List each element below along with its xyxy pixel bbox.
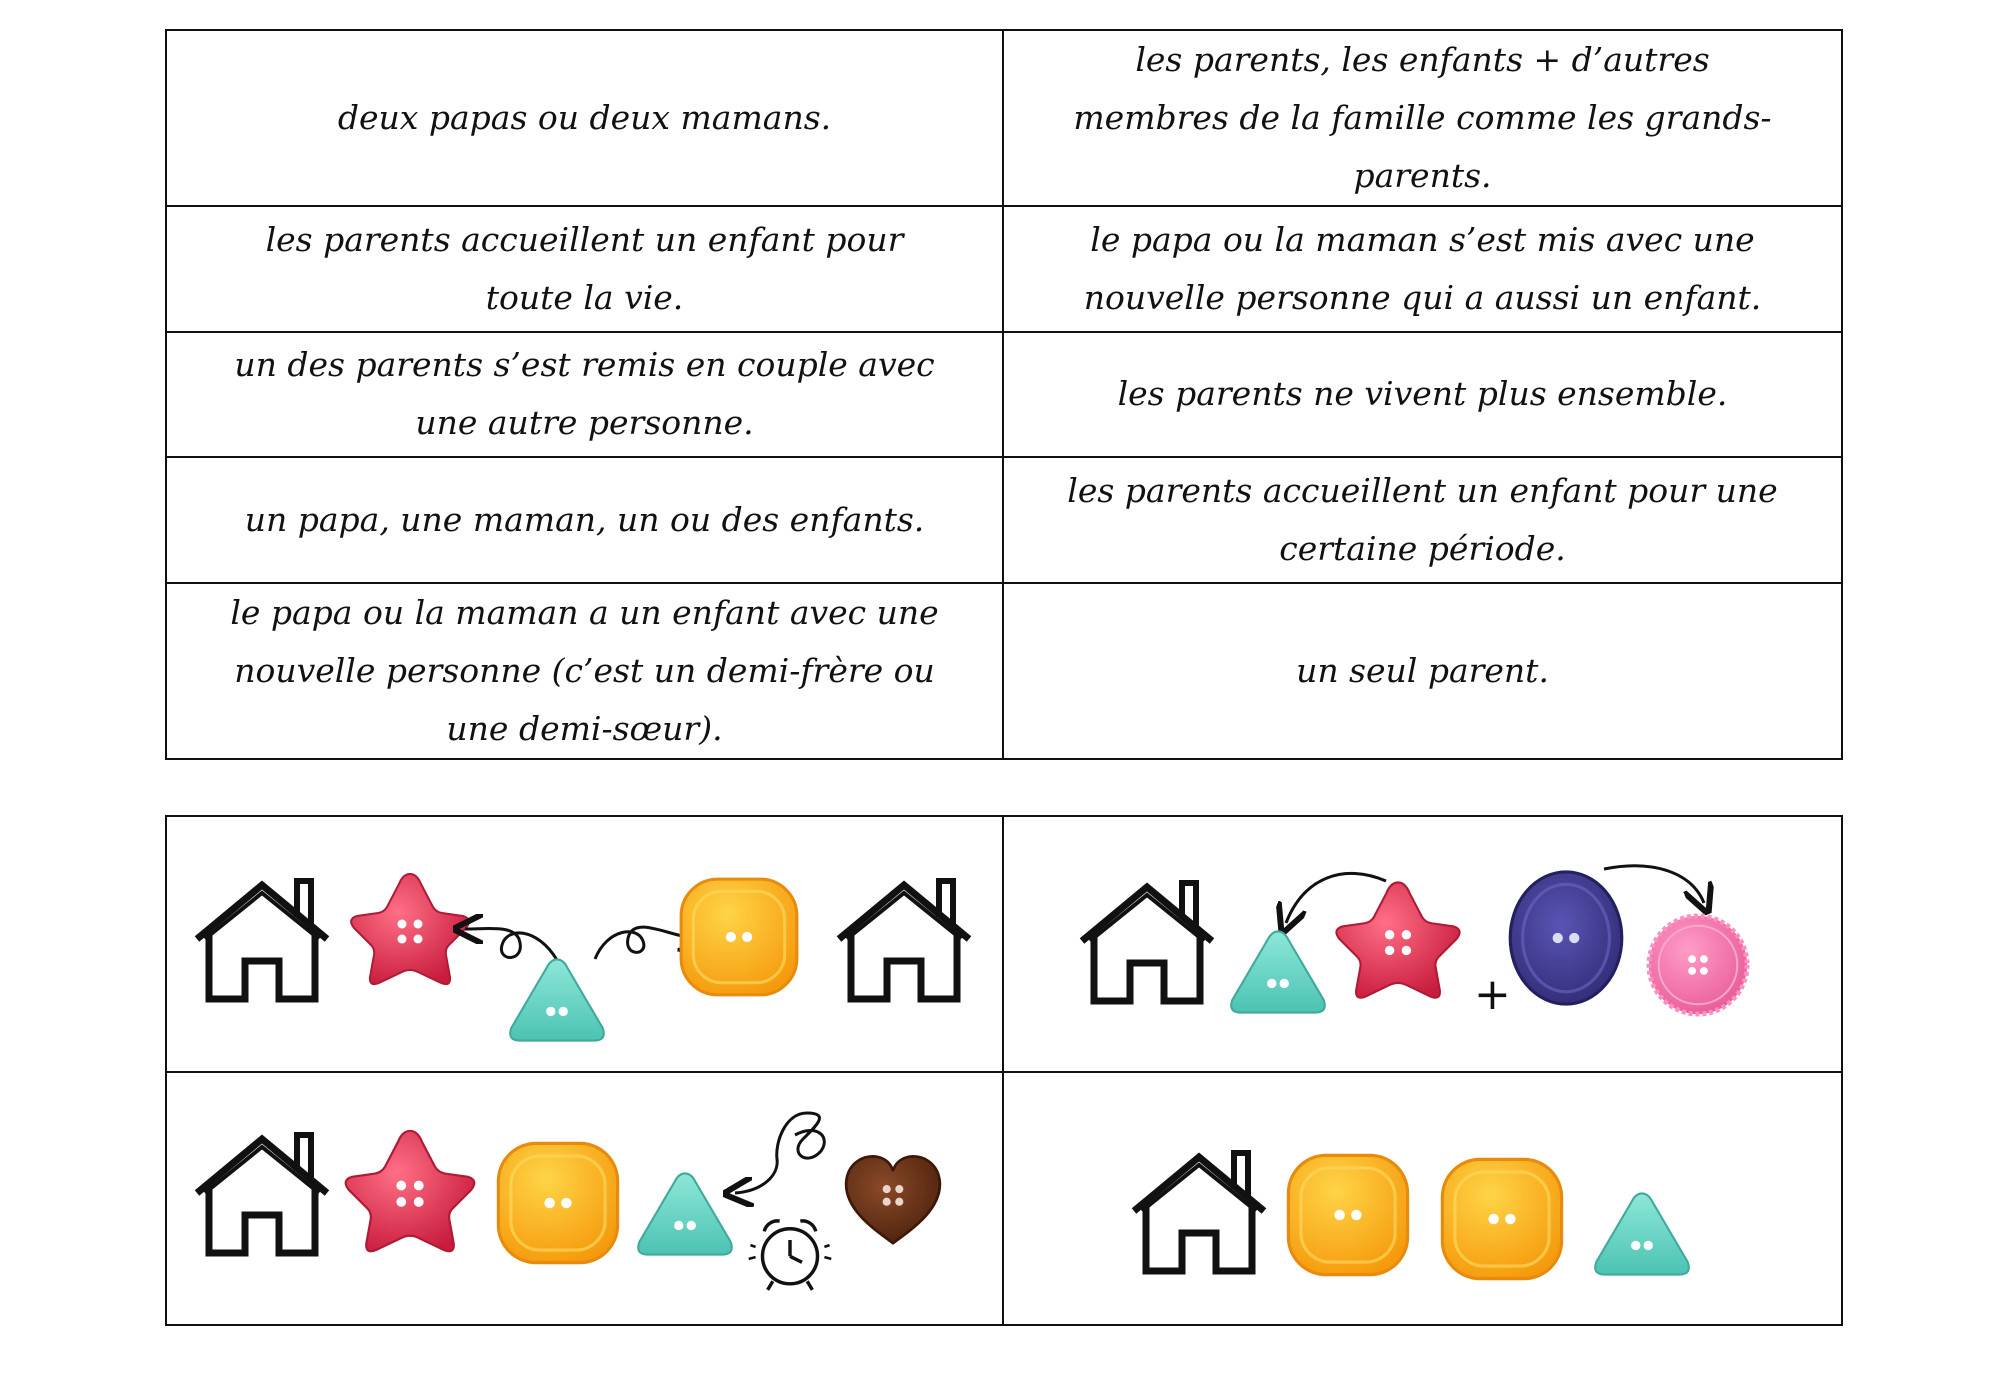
definition-text: un papa, une maman, un ou des enfants. bbox=[244, 500, 925, 540]
house-icon bbox=[197, 881, 327, 999]
definition-text: les parents accueillent un enfant pour toute la vie. bbox=[265, 219, 904, 317]
house-icon bbox=[197, 1135, 327, 1253]
curved-arrow-icon bbox=[1604, 866, 1704, 903]
definition-text: les parents accueillent un enfant pour une certaine période. bbox=[1067, 471, 1778, 569]
curly-arrow-icon bbox=[735, 1113, 824, 1193]
purple-oval-button-icon bbox=[1510, 872, 1622, 1004]
definition-cell bbox=[167, 31, 1004, 207]
yellow-square-button-icon bbox=[1288, 1155, 1407, 1274]
two-homes-picture bbox=[167, 817, 1004, 1073]
red-star-button-icon bbox=[346, 1131, 475, 1251]
definition-cell bbox=[167, 458, 1004, 584]
blended-family-picture bbox=[1004, 817, 1841, 1073]
house-icon bbox=[839, 881, 969, 999]
teal-triangle-button-icon bbox=[638, 1173, 732, 1254]
red-star-button-icon bbox=[1336, 882, 1459, 997]
house-icon bbox=[1134, 1153, 1264, 1271]
yellow-square-button-icon bbox=[498, 1143, 617, 1262]
definition-cell bbox=[1004, 458, 1841, 584]
definition-text: le papa ou la maman a un enfant avec une nouvelle personne (c’est un demi-frère ou une demi-sœur). bbox=[230, 592, 939, 748]
definition-cell bbox=[1004, 31, 1841, 207]
definitions-table bbox=[165, 29, 1843, 760]
definition-text: le papa ou la maman s’est mis avec une nouvelle personne qui a aussi un enfant. bbox=[1083, 219, 1762, 317]
definition-cell bbox=[167, 584, 1004, 758]
foster-family-picture bbox=[167, 1073, 1004, 1324]
definition-text: les parents, les enfants + d’autres membres de la famille comme les grands-parents. bbox=[1073, 40, 1772, 195]
house-icon bbox=[1082, 883, 1212, 1001]
red-star-button-icon bbox=[351, 874, 469, 984]
plus-sign: + bbox=[1474, 969, 1511, 1020]
teal-triangle-button-icon bbox=[1231, 931, 1325, 1012]
definition-text: un seul parent. bbox=[1296, 650, 1549, 690]
pink-round-button-icon bbox=[1649, 916, 1747, 1014]
definition-cell bbox=[167, 333, 1004, 459]
definition-text: un des parents s’est remis en couple avec une autre personne. bbox=[234, 345, 935, 443]
definition-cell bbox=[167, 207, 1004, 333]
definition-cell bbox=[1004, 207, 1841, 333]
yellow-square-button-icon bbox=[1442, 1159, 1561, 1278]
brown-heart-button-icon bbox=[846, 1156, 940, 1243]
curly-arrow-icon bbox=[465, 928, 557, 960]
yellow-square-button-icon bbox=[681, 879, 797, 995]
teal-triangle-button-icon bbox=[510, 959, 604, 1040]
curved-arrow-icon bbox=[1286, 873, 1386, 923]
definition-text: les parents ne vivent plus ensemble. bbox=[1117, 374, 1728, 414]
alarm-clock-icon bbox=[749, 1221, 832, 1290]
definition-cell bbox=[1004, 333, 1841, 459]
definition-cell bbox=[1004, 584, 1841, 758]
teal-triangle-button-icon bbox=[1595, 1193, 1689, 1274]
pictures-table bbox=[165, 815, 1843, 1326]
nuclear-family-picture bbox=[1004, 1073, 1841, 1324]
definition-text: deux papas ou deux mamans. bbox=[337, 98, 832, 137]
